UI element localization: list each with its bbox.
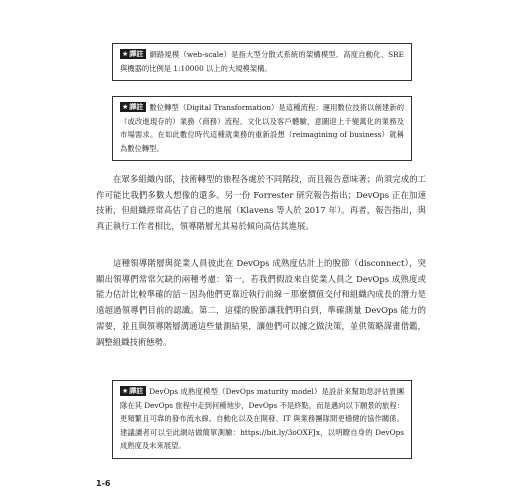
note-tag-label: 譯註 — [129, 103, 144, 111]
star-icon: ★ — [122, 50, 129, 58]
translator-note-web-scale — [112, 43, 412, 81]
note-text: 網路規模（web-scale）是指大型分散式系統的架構模型、高度自動化、SRE 與機器的比例是 1:10000 以上的大規模架構。 — [120, 50, 404, 73]
note-tag-label: 譯註 — [129, 387, 144, 395]
note-tag — [120, 102, 146, 112]
note-text: DevOps 成熟度模型（DevOps maturity model）是設計來幫助您評估貴團隊在其 DevOps 旅程中走到何種地步，DevOps 不是終點，而是邁向以下願景的旅程：更頻繁且可靠的發布流水線、自動化以及在開發、IT 與業務團隊間更穩健的協作關係。建議讀者可以至此網站做簡單測驗：https://bit.ly/3oOXFJx，以明瞭自身的 DevOps 成熟度及未來展望。 — [120, 387, 404, 451]
note-tag-label: 譯註 — [129, 50, 144, 58]
star-icon: ★ — [122, 387, 129, 395]
body-paragraph-1: 在眾多組織內部，技術轉型的旅程各處於不同階段，而且報告意味著；尚須完成的工作可能比我們多數人想像的還多。另一份 Forrester 研究報告指出；DevOps 正在加速技術，但組織經常高估了自己的進展（Klavens 等人於 2017 年）。再者，報告指出，與真正執行工作者相比，領導階層尤其易於傾向高估其進展。 — [96, 174, 426, 232]
body-paragraph-2: 這種領導階層與從業人員彼此在 DevOps 成熟度估計上的脫節（disconnect），突顯出領導們常常欠缺的兩種考慮：第一，若我們假設來自從業人員之 DevOps 成熟度或能力估計比較準確的話－因為他們更靠近執行前線－那麼價值交付和組織內成長的潛力是遠超過領導們目前的認識。第二，這樣的脫節讓我們明白到，準確測量 DevOps 能力的需要，並且與領導階層溝通這些量測結果，讓他們可以據之做決策，並供策略謀畫借鑑，調整組織技術態勢。 — [96, 258, 426, 347]
translator-note-digital-transformation — [112, 96, 412, 161]
page-number: 1-6 — [96, 479, 111, 488]
translator-note-devops-maturity — [112, 380, 412, 459]
star-icon: ★ — [122, 103, 129, 111]
note-text: 數位轉型（Digital Transformation）是這種流程：運用數位技術以創建新的（或改進現存的）業務（商務）流程、文化以及客戶體驗，意圖迎上千變萬化的業務及市場需求。在如此數位時代這種就業務的重新設想（reimagining of business）就稱為數位轉型。 — [120, 103, 404, 153]
note-tag — [120, 386, 146, 396]
note-tag — [120, 49, 146, 59]
